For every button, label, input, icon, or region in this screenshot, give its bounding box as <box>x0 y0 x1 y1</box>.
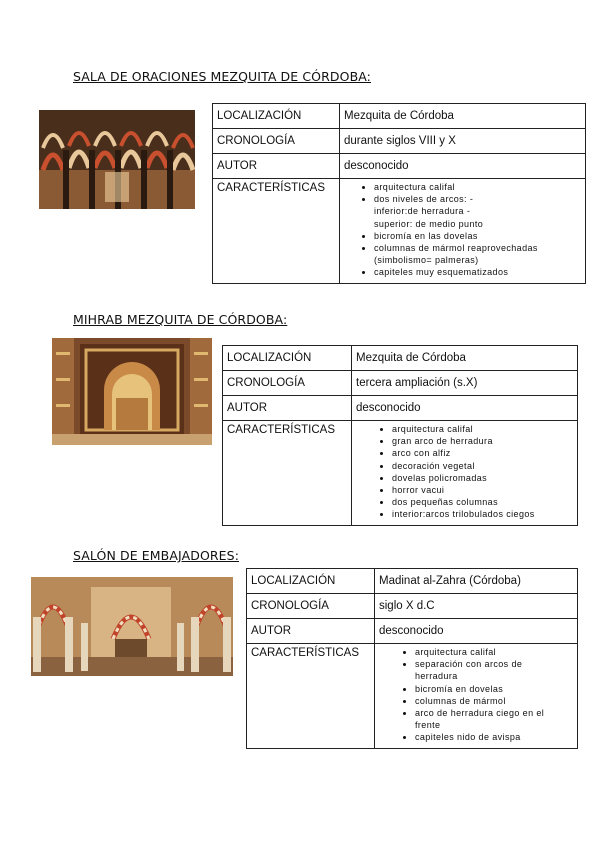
table-row <box>247 569 578 594</box>
label-cell: AUTOR <box>223 396 352 421</box>
salon-arcade-photo <box>31 577 233 676</box>
list-item: • horror vacui <box>392 484 573 496</box>
value-cell: Madinat al-Zahra (Córdoba) <box>375 569 578 594</box>
list-item: • dovelas policromadas <box>392 472 573 484</box>
value-cell: Mezquita de Córdoba <box>340 104 586 129</box>
label-cell: LOCALIZACIÓN <box>247 569 375 594</box>
list-item: • bicromía en dovelas <box>415 683 573 695</box>
section-title: SALA DE ORACIONES MEZQUITA DE CÓRDOBA: <box>73 69 371 84</box>
label-cell: CRONOLOGÍA <box>223 371 352 396</box>
value-cell: desconocido <box>375 619 578 644</box>
features-list <box>356 423 573 521</box>
value-cell: durante siglos VIII y X <box>340 129 586 154</box>
table-row <box>213 104 586 129</box>
label-cell: LOCALIZACIÓN <box>223 346 352 371</box>
features-cell <box>340 179 586 284</box>
label-cell: CRONOLOGÍA <box>247 594 375 619</box>
mihrab-horseshoe-arch-photo <box>52 338 212 445</box>
list-item: • arquitectura califal <box>374 181 581 193</box>
table-row <box>223 371 578 396</box>
section-title: SALÓN DE EMBAJADORES: <box>73 548 240 563</box>
list-item: • dos pequeñas columnas <box>392 496 573 508</box>
info-table <box>222 345 578 526</box>
list-item: • columnas de mármol <box>415 695 573 707</box>
list-item: • decoración vegetal <box>392 460 573 472</box>
label-cell: AUTOR <box>213 154 340 179</box>
label-cell: AUTOR <box>247 619 375 644</box>
table-row <box>223 421 578 526</box>
value-cell: desconocido <box>352 396 578 421</box>
value-cell: Mezquita de Córdoba <box>352 346 578 371</box>
table-row <box>223 396 578 421</box>
list-item: • bicromía en las dovelas <box>374 230 581 242</box>
section-title: MIHRAB MEZQUITA DE CÓRDOBA: <box>73 312 288 327</box>
label-cell: CARACTERÍSTICAS <box>223 421 352 526</box>
value-cell: tercera ampliación (s.X) <box>352 371 578 396</box>
list-item: • separación con arcos de herradura <box>415 658 545 682</box>
features-list <box>379 646 573 744</box>
table-row <box>223 346 578 371</box>
hypostyle-hall-arches-photo <box>39 110 195 209</box>
list-item: • capiteles muy esquematizados <box>374 266 581 278</box>
table-row <box>213 179 586 284</box>
list-item: • arco con alfiz <box>392 447 573 459</box>
info-table <box>212 103 586 284</box>
label-cell: CRONOLOGÍA <box>213 129 340 154</box>
label-cell: LOCALIZACIÓN <box>213 104 340 129</box>
features-cell <box>375 644 578 749</box>
value-cell: siglo X d.C <box>375 594 578 619</box>
list-item: • columnas de mármol reaprovechadas (simbolismo= palmeras) <box>374 242 554 266</box>
features-cell <box>352 421 578 526</box>
list-item: • arquitectura califal <box>415 646 573 658</box>
info-table <box>246 568 578 749</box>
table-row <box>213 154 586 179</box>
list-item: • interior:arcos trilobulados ciegos <box>392 508 573 520</box>
table-row <box>213 129 586 154</box>
value-cell: desconocido <box>340 154 586 179</box>
list-item: • gran arco de herradura <box>392 435 573 447</box>
table-row <box>247 644 578 749</box>
label-cell: CARACTERÍSTICAS <box>213 179 340 284</box>
label-cell: CARACTERÍSTICAS <box>247 644 375 749</box>
list-item: • arco de herradura ciego en el frente <box>415 707 570 731</box>
features-list <box>344 181 581 279</box>
table-row <box>247 619 578 644</box>
table-row <box>247 594 578 619</box>
list-item: • capiteles nido de avispa <box>415 731 573 743</box>
list-item: • arquitectura califal <box>392 423 573 435</box>
list-item: • dos niveles de arcos: -inferior:de herradura -superior: de medio punto <box>374 193 484 230</box>
